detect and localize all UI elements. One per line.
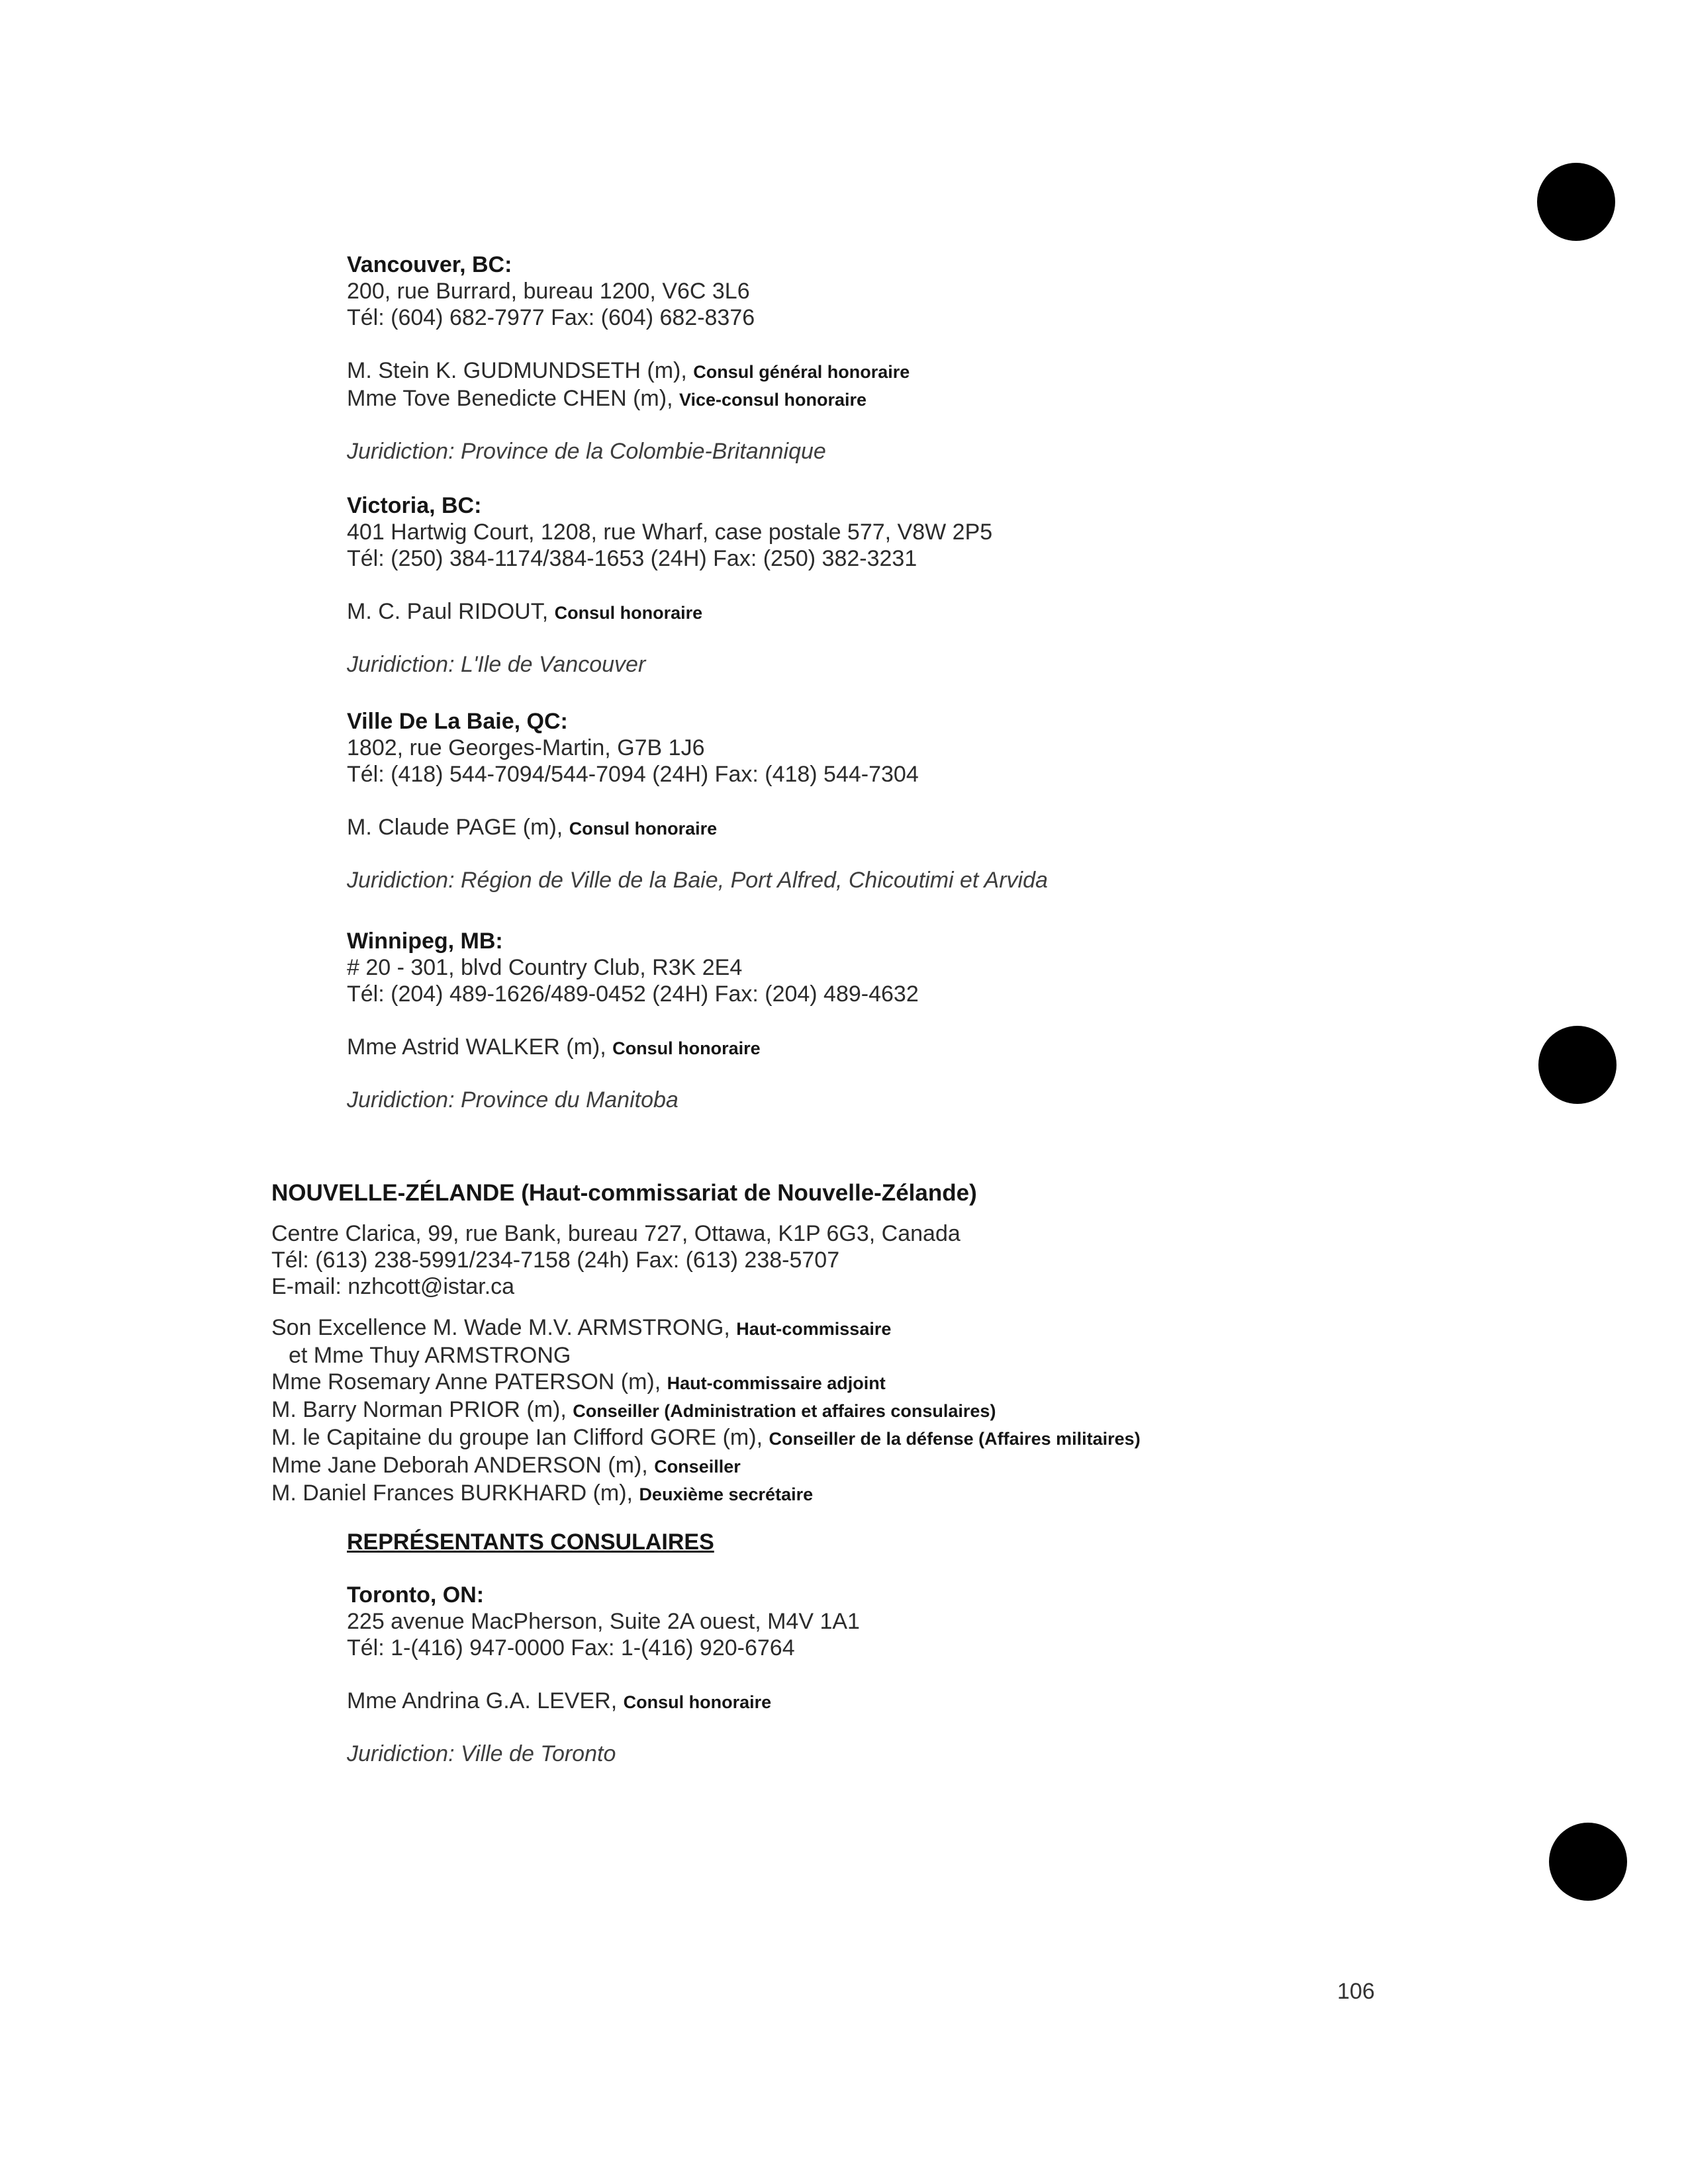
- staff-line: [271, 1424, 1141, 1452]
- staff-line: [271, 1396, 1141, 1424]
- page-number: 106: [1337, 1979, 1375, 2004]
- consulate-entry: [347, 492, 992, 678]
- address: 401 Hartwig Court, 1208, rue Wharf, case postale 577, V8W 2P5: [347, 520, 993, 545]
- punch-hole: [1549, 1823, 1627, 1901]
- officer-name: Mme Astrid WALKER (m),: [347, 1034, 606, 1060]
- staff-title: Conseiller: [654, 1457, 741, 1477]
- staff-title: Conseiller (Administration et affaires consulaires): [573, 1401, 996, 1421]
- officer-title: Vice-consul honoraire: [679, 390, 867, 410]
- officer-title: Consul honoraire: [623, 1692, 772, 1712]
- officer-line: [347, 357, 910, 385]
- officer-line: [347, 1688, 860, 1715]
- officer-title: Consul honoraire: [612, 1038, 761, 1058]
- phone-fax: Tél: (250) 384-1174/384-1653 (24H) Fax: (250) 382-3231: [347, 546, 917, 571]
- city-heading: Ville De La Baie, QC:: [347, 709, 568, 734]
- phone-fax: Tél: (604) 682-7977 Fax: (604) 682-8376: [347, 305, 755, 330]
- officer-line: [347, 814, 1048, 842]
- address: 225 avenue MacPherson, Suite 2A ouest, M4V 1A1: [347, 1609, 860, 1634]
- staff-name: et Mme Thuy ARMSTRONG: [289, 1343, 571, 1368]
- punch-hole: [1537, 163, 1615, 241]
- officer-name: M. Stein K. GUDMUNDSETH (m),: [347, 358, 687, 383]
- staff-name: M. le Capitaine du groupe Ian Clifford GORE (m),: [271, 1425, 763, 1450]
- jurisdiction: Juridiction: Province de la Colombie-Britannique: [347, 439, 826, 464]
- staff-name: M. Daniel Frances BURKHARD (m),: [271, 1480, 633, 1506]
- staff-line: [271, 1452, 1141, 1480]
- jurisdiction: Juridiction: Ville de Toronto: [347, 1741, 616, 1766]
- officer-title: Consul honoraire: [554, 603, 703, 623]
- consular-section: [347, 1529, 860, 1767]
- city-heading: Toronto, ON:: [347, 1582, 485, 1608]
- phone-fax: Tél: (418) 544-7094/544-7094 (24H) Fax: (418) 544-7304: [347, 762, 919, 787]
- address: 200, rue Burrard, bureau 1200, V6C 3L6: [347, 279, 750, 304]
- staff-title: Deuxième secrétaire: [639, 1484, 814, 1504]
- staff-title: Conseiller de la défense (Affaires militaires): [769, 1429, 1141, 1449]
- staff-title: Haut-commissaire: [736, 1319, 892, 1339]
- punch-hole: [1538, 1026, 1617, 1104]
- consulate-entry: [347, 928, 919, 1113]
- officer-name: Mme Andrina G.A. LEVER,: [347, 1688, 618, 1713]
- consulate-entry: [347, 251, 910, 465]
- city-heading: Victoria, BC:: [347, 493, 482, 518]
- staff-name: Mme Jane Deborah ANDERSON (m),: [271, 1453, 648, 1478]
- officer-line: [347, 1034, 919, 1062]
- jurisdiction: Juridiction: Région de Ville de la Baie, Port Alfred, Chicoutimi et Arvida: [347, 868, 1048, 893]
- staff-line: [271, 1314, 1141, 1342]
- officer-name: M. Claude PAGE (m),: [347, 815, 563, 840]
- staff-line: [271, 1342, 1141, 1369]
- officer-name: Mme Tove Benedicte CHEN (m),: [347, 386, 673, 411]
- staff-name: Son Excellence M. Wade M.V. ARMSTRONG,: [271, 1315, 730, 1340]
- officer-name: M. C. Paul RIDOUT,: [347, 599, 549, 624]
- jurisdiction: Juridiction: Province du Manitoba: [347, 1087, 679, 1113]
- address: 1802, rue Georges-Martin, G7B 1J6: [347, 735, 705, 760]
- staff-line: [271, 1480, 1141, 1508]
- staff-list: [271, 1314, 1141, 1508]
- city-heading: Vancouver, BC:: [347, 252, 512, 277]
- phone-fax: Tél: 1-(416) 947-0000 Fax: 1-(416) 920-6764: [347, 1635, 795, 1661]
- officer-line: [347, 598, 992, 626]
- consulate-entry: [347, 708, 1048, 893]
- country-heading: NOUVELLE-ZÉLANDE (Haut-commissariat de Nouvelle-Zélande): [271, 1180, 977, 1206]
- mission-address: Centre Clarica, 99, rue Bank, bureau 727, Ottawa, K1P 6G3, Canada: [271, 1221, 961, 1246]
- staff-title: Haut-commissaire adjoint: [667, 1373, 886, 1393]
- staff-name: Mme Rosemary Anne PATERSON (m),: [271, 1369, 661, 1394]
- officer-line: [347, 385, 910, 413]
- officer-title: Consul général honoraire: [693, 362, 910, 382]
- country-section: [271, 1179, 1141, 1508]
- mission-email: E-mail: nzhcott@istar.ca: [271, 1274, 515, 1299]
- city-heading: Winnipeg, MB:: [347, 929, 503, 954]
- phone-fax: Tél: (204) 489-1626/489-0452 (24H) Fax: (204) 489-4632: [347, 981, 919, 1007]
- officer-title: Consul honoraire: [569, 819, 718, 839]
- staff-line: [271, 1369, 1141, 1396]
- mission-phone-fax: Tél: (613) 238-5991/234-7158 (24h) Fax: (613) 238-5707: [271, 1248, 840, 1273]
- staff-name: M. Barry Norman PRIOR (m),: [271, 1397, 567, 1422]
- consular-heading: REPRÉSENTANTS CONSULAIRES: [347, 1529, 714, 1555]
- jurisdiction: Juridiction: L'Ile de Vancouver: [347, 652, 646, 677]
- address: # 20 - 301, blvd Country Club, R3K 2E4: [347, 955, 743, 980]
